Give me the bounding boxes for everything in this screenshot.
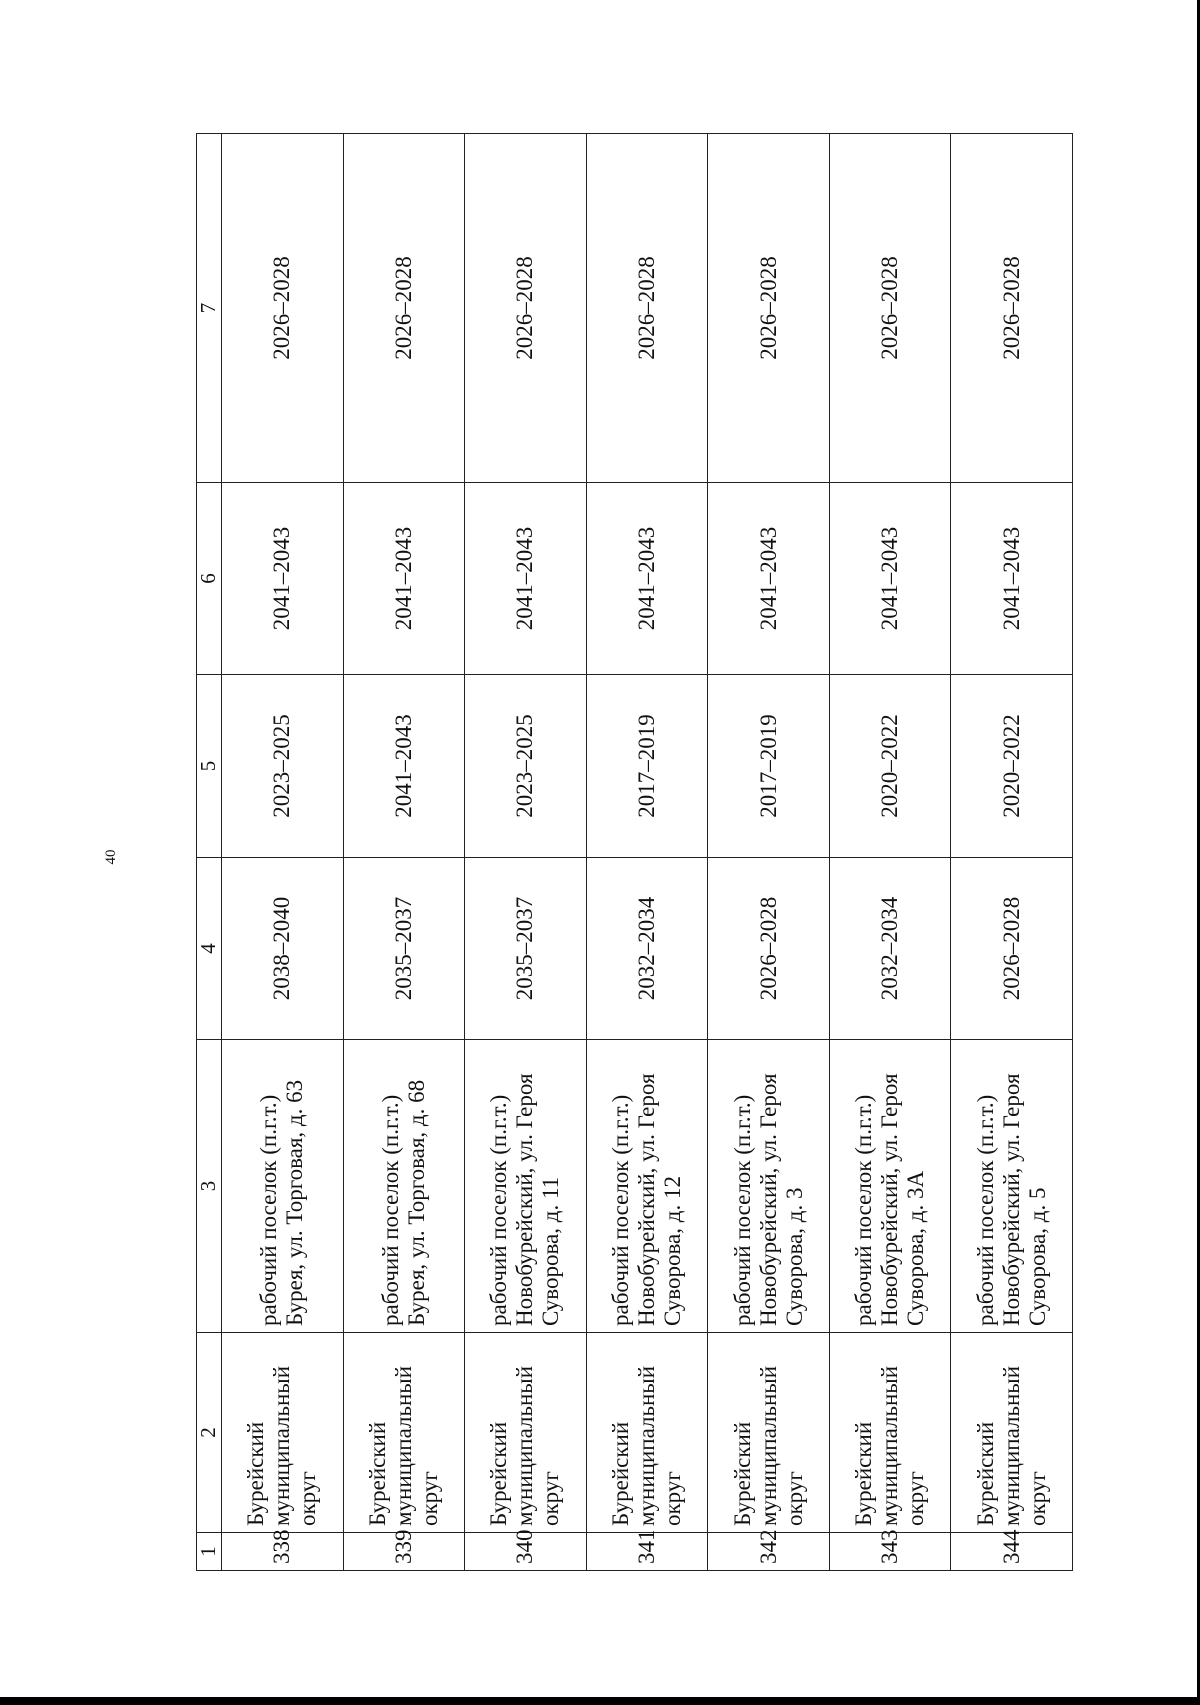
row-number: 341 xyxy=(586,1533,708,1571)
header-cell: 7 xyxy=(197,134,222,483)
period-cell: 2041–2043 xyxy=(465,483,587,675)
row-number: 342 xyxy=(708,1533,830,1571)
period-cell: 2026–2028 xyxy=(708,858,830,1040)
header-cell: 6 xyxy=(197,483,222,675)
table-row xyxy=(586,134,708,1571)
row-number: 340 xyxy=(465,1533,587,1571)
address-cell: рабочий поселок (п.г.т.) Бурея, ул. Торговая, д. 63 xyxy=(222,1040,344,1333)
district-cell: Бурейский муниципальный округ xyxy=(343,1333,465,1533)
period-cell: 2032–2034 xyxy=(829,858,951,1040)
period-cell: 2017–2019 xyxy=(586,675,708,858)
row-number: 339 xyxy=(343,1533,465,1571)
district-cell: Бурейский муниципальный округ xyxy=(829,1333,951,1533)
header-cell: 2 xyxy=(197,1333,222,1533)
period-cell: 2026–2028 xyxy=(586,134,708,483)
address-cell: рабочий поселок (п.г.т.) Новобурейский, ул. Героя Суворова, д. 3А xyxy=(829,1040,951,1333)
period-cell: 2035–2037 xyxy=(343,858,465,1040)
period-cell: 2041–2043 xyxy=(343,675,465,858)
period-cell: 2023–2025 xyxy=(222,675,344,858)
period-cell: 2038–2040 xyxy=(222,858,344,1040)
table-row xyxy=(951,134,1073,1571)
period-cell: 2020–2022 xyxy=(951,675,1073,858)
table-row xyxy=(343,134,465,1571)
period-cell: 2041–2043 xyxy=(708,483,830,675)
address-cell: рабочий поселок (п.г.т.) Новобурейский, ул. Героя Суворова, д. 5 xyxy=(951,1040,1073,1333)
table-row xyxy=(222,134,344,1571)
row-number: 343 xyxy=(829,1533,951,1571)
header-cell: 4 xyxy=(197,858,222,1040)
table-container xyxy=(196,134,1073,1571)
period-cell: 2035–2037 xyxy=(465,858,587,1040)
header-cell: 1 xyxy=(197,1533,222,1571)
period-cell: 2026–2028 xyxy=(829,134,951,483)
period-cell: 2041–2043 xyxy=(829,483,951,675)
period-cell: 2032–2034 xyxy=(586,858,708,1040)
address-cell: рабочий поселок (п.г.т.) Новобурейский, ул. Героя Суворова, д. 11 xyxy=(465,1040,587,1333)
header-cell: 5 xyxy=(197,675,222,858)
page-edge-bottom xyxy=(0,1697,1200,1705)
table-row xyxy=(829,134,951,1571)
row-number: 338 xyxy=(222,1533,344,1571)
district-cell: Бурейский муниципальный округ xyxy=(951,1333,1073,1533)
period-cell: 2026–2028 xyxy=(465,134,587,483)
period-cell: 2026–2028 xyxy=(343,134,465,483)
table-row xyxy=(708,134,830,1571)
header-cell: 3 xyxy=(197,1040,222,1333)
period-cell: 2026–2028 xyxy=(222,134,344,483)
address-cell: рабочий поселок (п.г.т.) Новобурейский, ул. Героя Суворова, д. 3 xyxy=(708,1040,830,1333)
period-cell: 2041–2043 xyxy=(343,483,465,675)
district-cell: Бурейский муниципальный округ xyxy=(222,1333,344,1533)
period-cell: 2026–2028 xyxy=(708,134,830,483)
period-cell: 2026–2028 xyxy=(951,134,1073,483)
row-number: 344 xyxy=(951,1533,1073,1571)
period-cell: 2041–2043 xyxy=(951,483,1073,675)
table-row xyxy=(465,134,587,1571)
period-cell: 2023–2025 xyxy=(465,675,587,858)
table-header-row xyxy=(197,134,222,1571)
period-cell: 2041–2043 xyxy=(586,483,708,675)
address-cell: рабочий поселок (п.г.т.) Новобурейский, ул. Героя Суворова, д. 12 xyxy=(586,1040,708,1333)
data-table xyxy=(196,133,1073,1571)
period-cell: 2026–2028 xyxy=(951,858,1073,1040)
district-cell: Бурейский муниципальный округ xyxy=(586,1333,708,1533)
period-cell: 2041–2043 xyxy=(222,483,344,675)
address-cell: рабочий поселок (п.г.т.) Бурея, ул. Торговая, д. 68 xyxy=(343,1040,465,1333)
district-cell: Бурейский муниципальный округ xyxy=(708,1333,830,1533)
page-number: 40 xyxy=(103,849,119,865)
period-cell: 2017–2019 xyxy=(708,675,830,858)
period-cell: 2020–2022 xyxy=(829,675,951,858)
district-cell: Бурейский муниципальный округ xyxy=(465,1333,587,1533)
